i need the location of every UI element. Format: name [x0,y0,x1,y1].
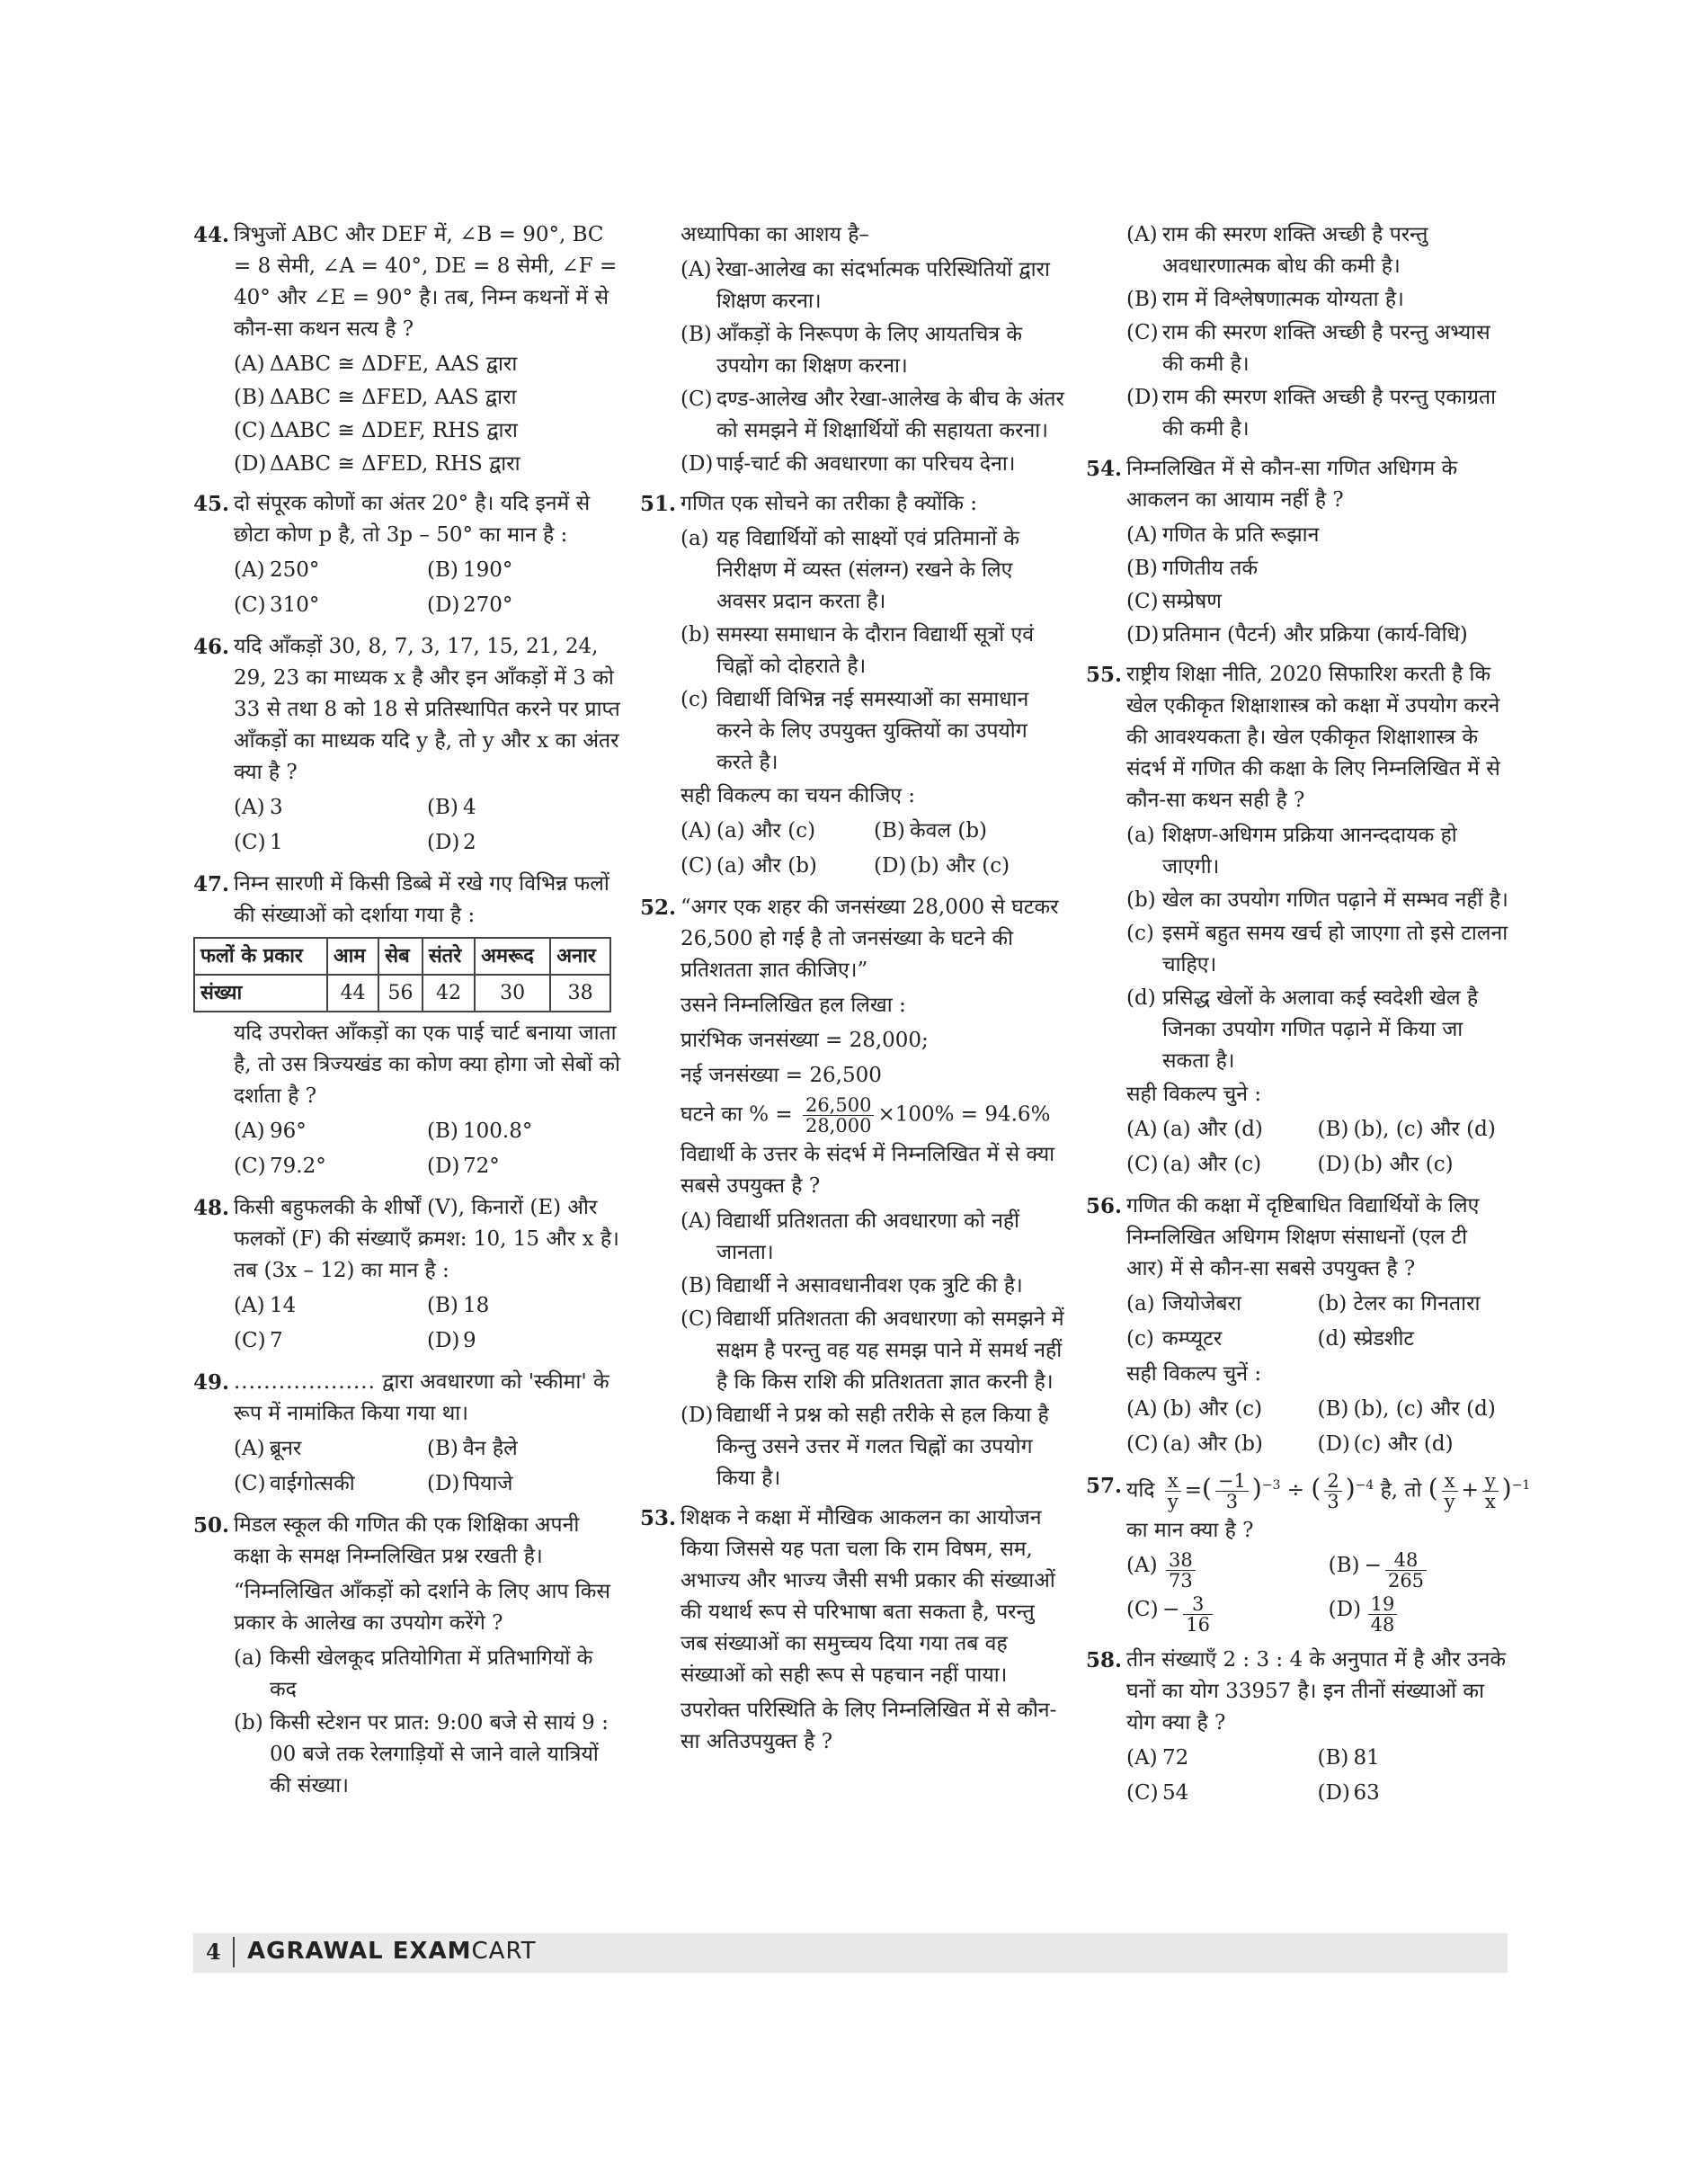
question-49 [193,1367,620,1503]
option-d[interactable]: (D) पियाजे [427,1472,513,1495]
option-b[interactable]: (B) ΔABC ≅ ΔFED, AAS द्वारा [234,386,517,409]
column-right [1086,219,1531,1819]
question-number: 44. [193,223,230,247]
item-b: (b) किसी स्टेशन पर प्रात: 9:00 बजे से सायं 9 : 00 बजे तक रेलगाड़ियों से जाने वाले यात्रियों की संख्या। [234,1711,609,1797]
page-footer [193,1933,1508,1973]
item-d: (d) प्रसिद्ध खेलों के अलावा कई स्वदेशी खेल है जिनका उपयोग गणित पढ़ाने में किया जा सकता है। [1126,986,1479,1073]
question-text: “अगर एक शहर की जनसंख्या 28,000 से घटकर 26,500 हो गई है तो जनसंख्या के घटने की प्रतिशतता ज्ञात कीजिए।” [681,896,1059,982]
option-a[interactable]: (A) 250° [234,558,320,582]
table-row [194,975,610,1012]
question-text: मिडल स्कूल की गणित की एक शिक्षिका अपनी कक्षा के समक्ष निम्नलिखित प्रश्न रखती है। [234,1513,580,1568]
column-middle [640,219,1067,1768]
option-c[interactable]: (C) 7 [234,1329,283,1352]
option-c[interactable]: (C) (a) और (b) [681,854,817,878]
choose-instruction: सही विकल्प चुने : [1126,1083,1262,1106]
blank-dots: ................... [234,1370,376,1394]
question-text: किसी बहुफलकी के शीर्षों (V), किनारों (E) और फलकों (F) की संख्याएँ क्रमश: 10, 15 और x है। तब (3x – 12) का मान है : [234,1196,619,1282]
option-a[interactable]: (A) विद्यार्थी प्रतिशतता की अवधारणा को नहीं जानता। [681,1209,1020,1264]
option-b[interactable]: (B) 4 [427,796,476,819]
item-b: (b) खेल का उपयोग गणित पढ़ाने में सम्भव नहीं है। [1126,888,1508,912]
option-d[interactable]: (D) विद्यार्थी ने प्रश्न को सही तरीके से हल किया है किन्तु उसने उत्तर में गलत चिह्नों का उपयोग किया है। [681,1404,1049,1490]
question-text-continued: यदि उपरोक्त आँकड़ों का एक पाई चार्ट बनाया जाता है, तो उस त्रिज्यखंड का कोण क्या होगा जो सेबों को दर्शाता है ? [234,1021,620,1108]
option-b[interactable]: (B) (b), (c) और (d) [1317,1118,1496,1141]
option-d[interactable]: (D) (b) और (c) [874,854,1010,878]
option-b[interactable]: (B) 81 [1317,1746,1380,1770]
item-c: (c) इसमें बहुत समय खर्च हो जाएगा तो इसे टालना चाहिए। [1126,922,1508,976]
option-a[interactable]: (A) 96° [234,1119,307,1143]
fruit-table [193,937,611,1012]
question-text-continued: विद्यार्थी के उत्तर के संदर्भ में निम्नलिखित में से क्या सबसे उपयुक्त है ? [681,1143,1055,1198]
question-number: 46. [193,635,230,659]
page-number: 4 [206,1939,221,1965]
option-a[interactable]: (A) (b) और (c) [1126,1397,1263,1421]
question-number: 49. [193,1370,230,1395]
question-48 [193,1192,620,1360]
option-d[interactable]: (D) 9 [427,1329,476,1352]
question-number: 47. [193,872,230,896]
table-header-cell: आम [327,938,378,975]
choose-instruction: सही विकल्प का चयन कीजिए : [681,784,916,807]
option-a[interactable]: (A) रेखा-आलेख का संदर्भात्मक परिस्थितियों द्वारा शिक्षण करना। [681,258,1050,313]
question-text: राष्ट्रीय शिक्षा नीति, 2020 सिफारिश करती है कि खेल एकीकृत शिक्षाशास्त्र को कक्षा में उपयोग करने की आवश्यकता है। खेल एकीकृत शिक्षाशास्त्र के संदर्भ में गणित की कक्षा के लिए निम्नलिखित में से कौन-सा कथन सही है ? [1126,663,1500,812]
question-44 [193,219,620,482]
option-d[interactable]: (D) (c) और (d) [1317,1432,1454,1456]
option-d[interactable]: (D) ΔABC ≅ ΔFED, RHS द्वारा [234,452,520,476]
solution-line-1: प्रारंभिक जनसंख्या = 28,000; [681,1029,929,1052]
option-b[interactable]: (B) केवल (b) [874,819,988,843]
question-text: ................... द्वारा अवधारणा को 'स्कीमा' के रूप में नामांकित किया गया था। [234,1370,609,1425]
option-a[interactable]: (A) (a) और (d) [1126,1118,1263,1141]
solution-intro: उसने निम्नलिखित हल लिखा : [681,994,906,1017]
option-c[interactable]: (C) 1 [234,831,283,854]
option-a[interactable]: (A) ΔABC ≅ ΔDFE, AAS द्वारा [234,352,518,376]
option-b[interactable]: (B) गणितीय तर्क [1126,557,1259,580]
question-text: निम्न सारणी में किसी डिब्बे में रखे गए विभिन्न फलों की संख्याओं को दर्शाया गया है : [234,872,609,927]
item-c: (c) कम्प्यूटर [1126,1327,1223,1351]
item-c: (c) विद्यार्थी विभिन्न नई समस्याओं का समाधान करने के लिए उपयुक्त युक्तियों का उपयोग करते है। [681,688,1029,774]
question-52 [640,892,1067,1496]
question-53 [640,1503,1067,1761]
table-cell: 38 [550,975,610,1012]
solution-line-2: नई जनसंख्या = 26,500 [681,1064,882,1087]
question-text: अध्यापिका का आशय है– [681,223,869,246]
option-c[interactable]: (C) सम्प्रेषण [1126,590,1222,613]
question-number: 54. [1086,457,1123,481]
question-46 [193,631,620,862]
option-d[interactable]: (D) प्रतिमान (पैटर्न) और प्रक्रिया (कार्य-विधि) [1126,623,1468,647]
option-c[interactable]: (C) विद्यार्थी प्रतिशतता की अवधारणा को समझने में सक्षम है परन्तु वह यह समझ पाने में समर्थ नहीं है कि किस राशि की प्रतिशतता ज्ञात करनी है। [681,1307,1064,1394]
table-header-cell: सेब [378,938,423,975]
question-58 [1086,1645,1508,1813]
question-53-options [1086,219,1508,447]
question-text: गणित की कक्षा में दृष्टिबाधित विद्यार्थियों के लिए निम्नलिखित अधिगम शिक्षण संसाधनों (एल टी आर) में से कौन-सा सबसे उपयुक्त है ? [1126,1194,1480,1280]
option-c[interactable]: (C) 79.2° [234,1155,326,1178]
option-a[interactable]: (A) ब्रूनर [234,1437,302,1460]
option-d[interactable]: (D) $\frac{19}{48}$ [1329,1594,1531,1635]
table-header-cell: फलों के प्रकार [194,938,327,975]
option-d[interactable]: (D) (b) और (c) [1317,1153,1454,1176]
option-d[interactable]: (D) 270° [427,593,513,617]
fraction: $\frac{26,500}{28,000}$ [803,1095,874,1136]
option-a[interactable]: (A) 72 [1126,1746,1189,1770]
question-number: 50. [193,1513,230,1538]
option-b[interactable]: (B) 190° [427,558,513,582]
question-50-continued [640,219,1067,482]
question-quote: “निम्नलिखित आँकड़ों को दर्शाने के लिए आप किस प्रकार के आलेख का उपयोग करेंगे ? [234,1580,610,1635]
table-header-cell: संतरे [423,938,475,975]
option-b[interactable]: (B) विद्यार्थी ने असावधानीवश एक त्रुटि की है। [681,1274,1023,1297]
brand-logo: AGRAWAL EXAMCART [247,1938,537,1965]
question-text: दो संपूरक कोणों का अंतर 20° है। यदि इनमें से छोटा कोण p है, तो 3p – 50° का मान है : [234,492,591,547]
question-text: तीन संख्याएँ 2 : 3 : 4 के अनुपात में है और उनके घनों का योग 33957 है। इन तीनों संख्याओं का योग क्या है ? [1126,1648,1507,1735]
option-d[interactable]: (D) राम की स्मरण शक्ति अच्छी है परन्तु एकाग्रता की कमी है। [1126,386,1497,441]
option-b[interactable]: (B) वैन हैले [427,1437,518,1460]
option-c[interactable]: (C) − $\frac{3}{16}$ [1126,1594,1329,1635]
question-number: 53. [640,1506,677,1530]
question-54 [1086,453,1508,653]
question-55 [1086,659,1508,1184]
item-a: (a) शिक्षण-अधिगम प्रक्रिया आनन्ददायक हो जाएगी। [1126,824,1457,878]
option-b[interactable]: (B) 18 [427,1294,490,1317]
question-number: 55. [1086,663,1123,687]
table-header-cell: संख्या [194,975,327,1012]
question-number: 45. [193,492,230,516]
question-text: निम्नलिखित में से कौन-सा गणित अधिगम के आकलन का आयाम नहीं है ? [1126,457,1458,512]
question-text: गणित एक सोचने का तरीका है क्योंकि : [681,492,977,515]
option-c[interactable]: (C) दण्ड-आलेख और रेखा-आलेख के बीच के अंतर को समझने में शिक्षार्थियों की सहायता करना। [681,388,1064,442]
item-b: (b) समस्या समाधान के दौरान विद्यार्थी सूत्रों एवं चिह्नों को दोहराते है। [681,623,1035,678]
option-a[interactable]: (A) 14 [234,1294,297,1317]
option-b[interactable]: (B) आँकड़ों के निरूपण के लिए आयतचित्र के उपयोग का शिक्षण करना। [681,323,1023,378]
question-56 [1086,1190,1508,1464]
question-text-continued: का मान क्या है ? [1126,1519,1254,1543]
option-c[interactable]: (C) (a) और (b) [1126,1432,1263,1456]
question-47 [193,869,620,1186]
option-d[interactable]: (D) 2 [427,831,476,854]
option-c[interactable]: (C) वाईगोत्सकी [234,1472,355,1495]
item-a: (a) यह विद्यार्थियों को साक्ष्यों एवं प्रतिमानों के निरीक्षण में व्यस्त (संलग्न) रखने के लिए अवसर प्रदान करता है। [681,527,1019,613]
option-b[interactable]: (B) − $\frac{48}{265}$ [1329,1550,1531,1591]
question-number: 57. [1086,1474,1123,1498]
option-d[interactable]: (D) 72° [427,1155,500,1178]
option-c[interactable]: (C) (a) और (c) [1126,1153,1262,1176]
option-a[interactable]: (A) गणित के प्रति रूझान [1126,523,1320,547]
option-b[interactable]: (B) 100.8° [427,1119,533,1143]
option-a[interactable]: (A) (a) और (c) [681,819,816,843]
table-cell: 44 [327,975,378,1012]
option-a[interactable]: (A) $\frac{38}{73}$ [1126,1550,1329,1591]
column-left [193,219,620,1810]
table-cell: 42 [423,975,475,1012]
option-b[interactable]: (B) राम में विश्लेषणात्मक योग्यता है। [1126,288,1404,311]
question-text: त्रिभुजों ABC और DEF में, ∠B = 90°, BC = 8 सेमी, ∠A = 40°, DE = 8 सेमी, ∠F = 40° और ∠E = 90° है। तब, निम्न कथनों में से कौन-सा कथन सत्य है ? [234,223,618,341]
item-d: (d) स्प्रेडशीट [1317,1327,1415,1351]
question-50 [193,1510,620,1804]
option-c[interactable]: (C) ΔABC ≅ ΔDEF, RHS द्वारा [234,419,518,442]
question-57 [1086,1470,1531,1638]
question-text-continued: उपरोक्त परिस्थिति के लिए निम्नलिखित में से कौन-सा अतिउपयुक्त है ? [681,1699,1057,1753]
footer-divider [233,1937,235,1967]
option-d[interactable]: (D) पाई-चार्ट की अवधारणा का परिचय देना। [681,452,1016,476]
table-header-cell: अनार [550,938,610,975]
item-b: (b) टेलर का गिनतारा [1317,1292,1481,1315]
table-header-cell: अमरूद [475,938,550,975]
option-a[interactable]: (A) 3 [234,796,283,819]
option-b[interactable]: (B) (b), (c) और (d) [1317,1397,1496,1421]
table-cell: 56 [378,975,423,1012]
table-cell: 30 [475,975,550,1012]
question-text: यदि आँकड़ों 30, 8, 7, 3, 17, 15, 21, 24, 29, 23 का माध्यक x है और इन आँकड़ों में 3 को 33 से तथा 8 को 18 से प्रतिस्थापित करने पर प्राप्त आँकड़ों का माध्यक यदि y है, तो y और x का अंतर क्या है ? [234,635,620,784]
question-formula: यदि $\frac{x}{y}$ =( $\frac{-1}{3}$ )$^{-3}$ ÷ ( $\frac{2}{3}$ )$^{-4}$ है, तो ( $\frac{x}{y}$ + $\frac{y}{x}$ )$^{-1}$ [1126,1470,1531,1513]
question-number: 56. [1086,1194,1123,1218]
choose-instruction: सही विकल्प चुनें : [1126,1362,1262,1386]
table-row [194,938,610,975]
question-number: 52. [640,896,677,920]
option-c[interactable]: (C) 310° [234,593,320,617]
question-number: 58. [1086,1648,1123,1673]
option-c[interactable]: (C) राम की स्मरण शक्ति अच्छी है परन्तु अभ्यास की कमी है। [1126,321,1490,376]
question-45 [193,488,620,625]
question-text: शिक्षक ने कक्षा में मौखिक आकलन का आयोजन किया जिससे यह पता चला कि राम विषम, सम, अभाज्य और भाज्य जैसी सभी प्रकार की संख्याओं की यथार्थ रूप से परिभाषा बता सकता है, परन्तु जब संख्याओं का समुच्चय दिया गया तब वह संख्याओं को सही रूप से पहचान नहीं पाया। [681,1506,1055,1687]
question-51 [640,488,1067,886]
item-a: (a) किसी खेलकूद प्रतियोगिता में प्रतिभागियों के कद [234,1646,593,1701]
question-number: 51. [640,492,677,516]
solution-line-3: घटने का % = $\frac{26,500}{28,000}$ ×100% = 94.6% [681,1094,1051,1137]
option-d[interactable]: (D) 63 [1317,1781,1380,1806]
item-a: (a) जियोजेबरा [1126,1292,1241,1315]
option-c[interactable]: (C) 54 [1126,1781,1189,1806]
question-number: 48. [193,1196,230,1220]
option-a[interactable]: (A) राम की स्मरण शक्ति अच्छी है परन्तु अवधारणात्मक बोध की कमी है। [1126,223,1428,278]
